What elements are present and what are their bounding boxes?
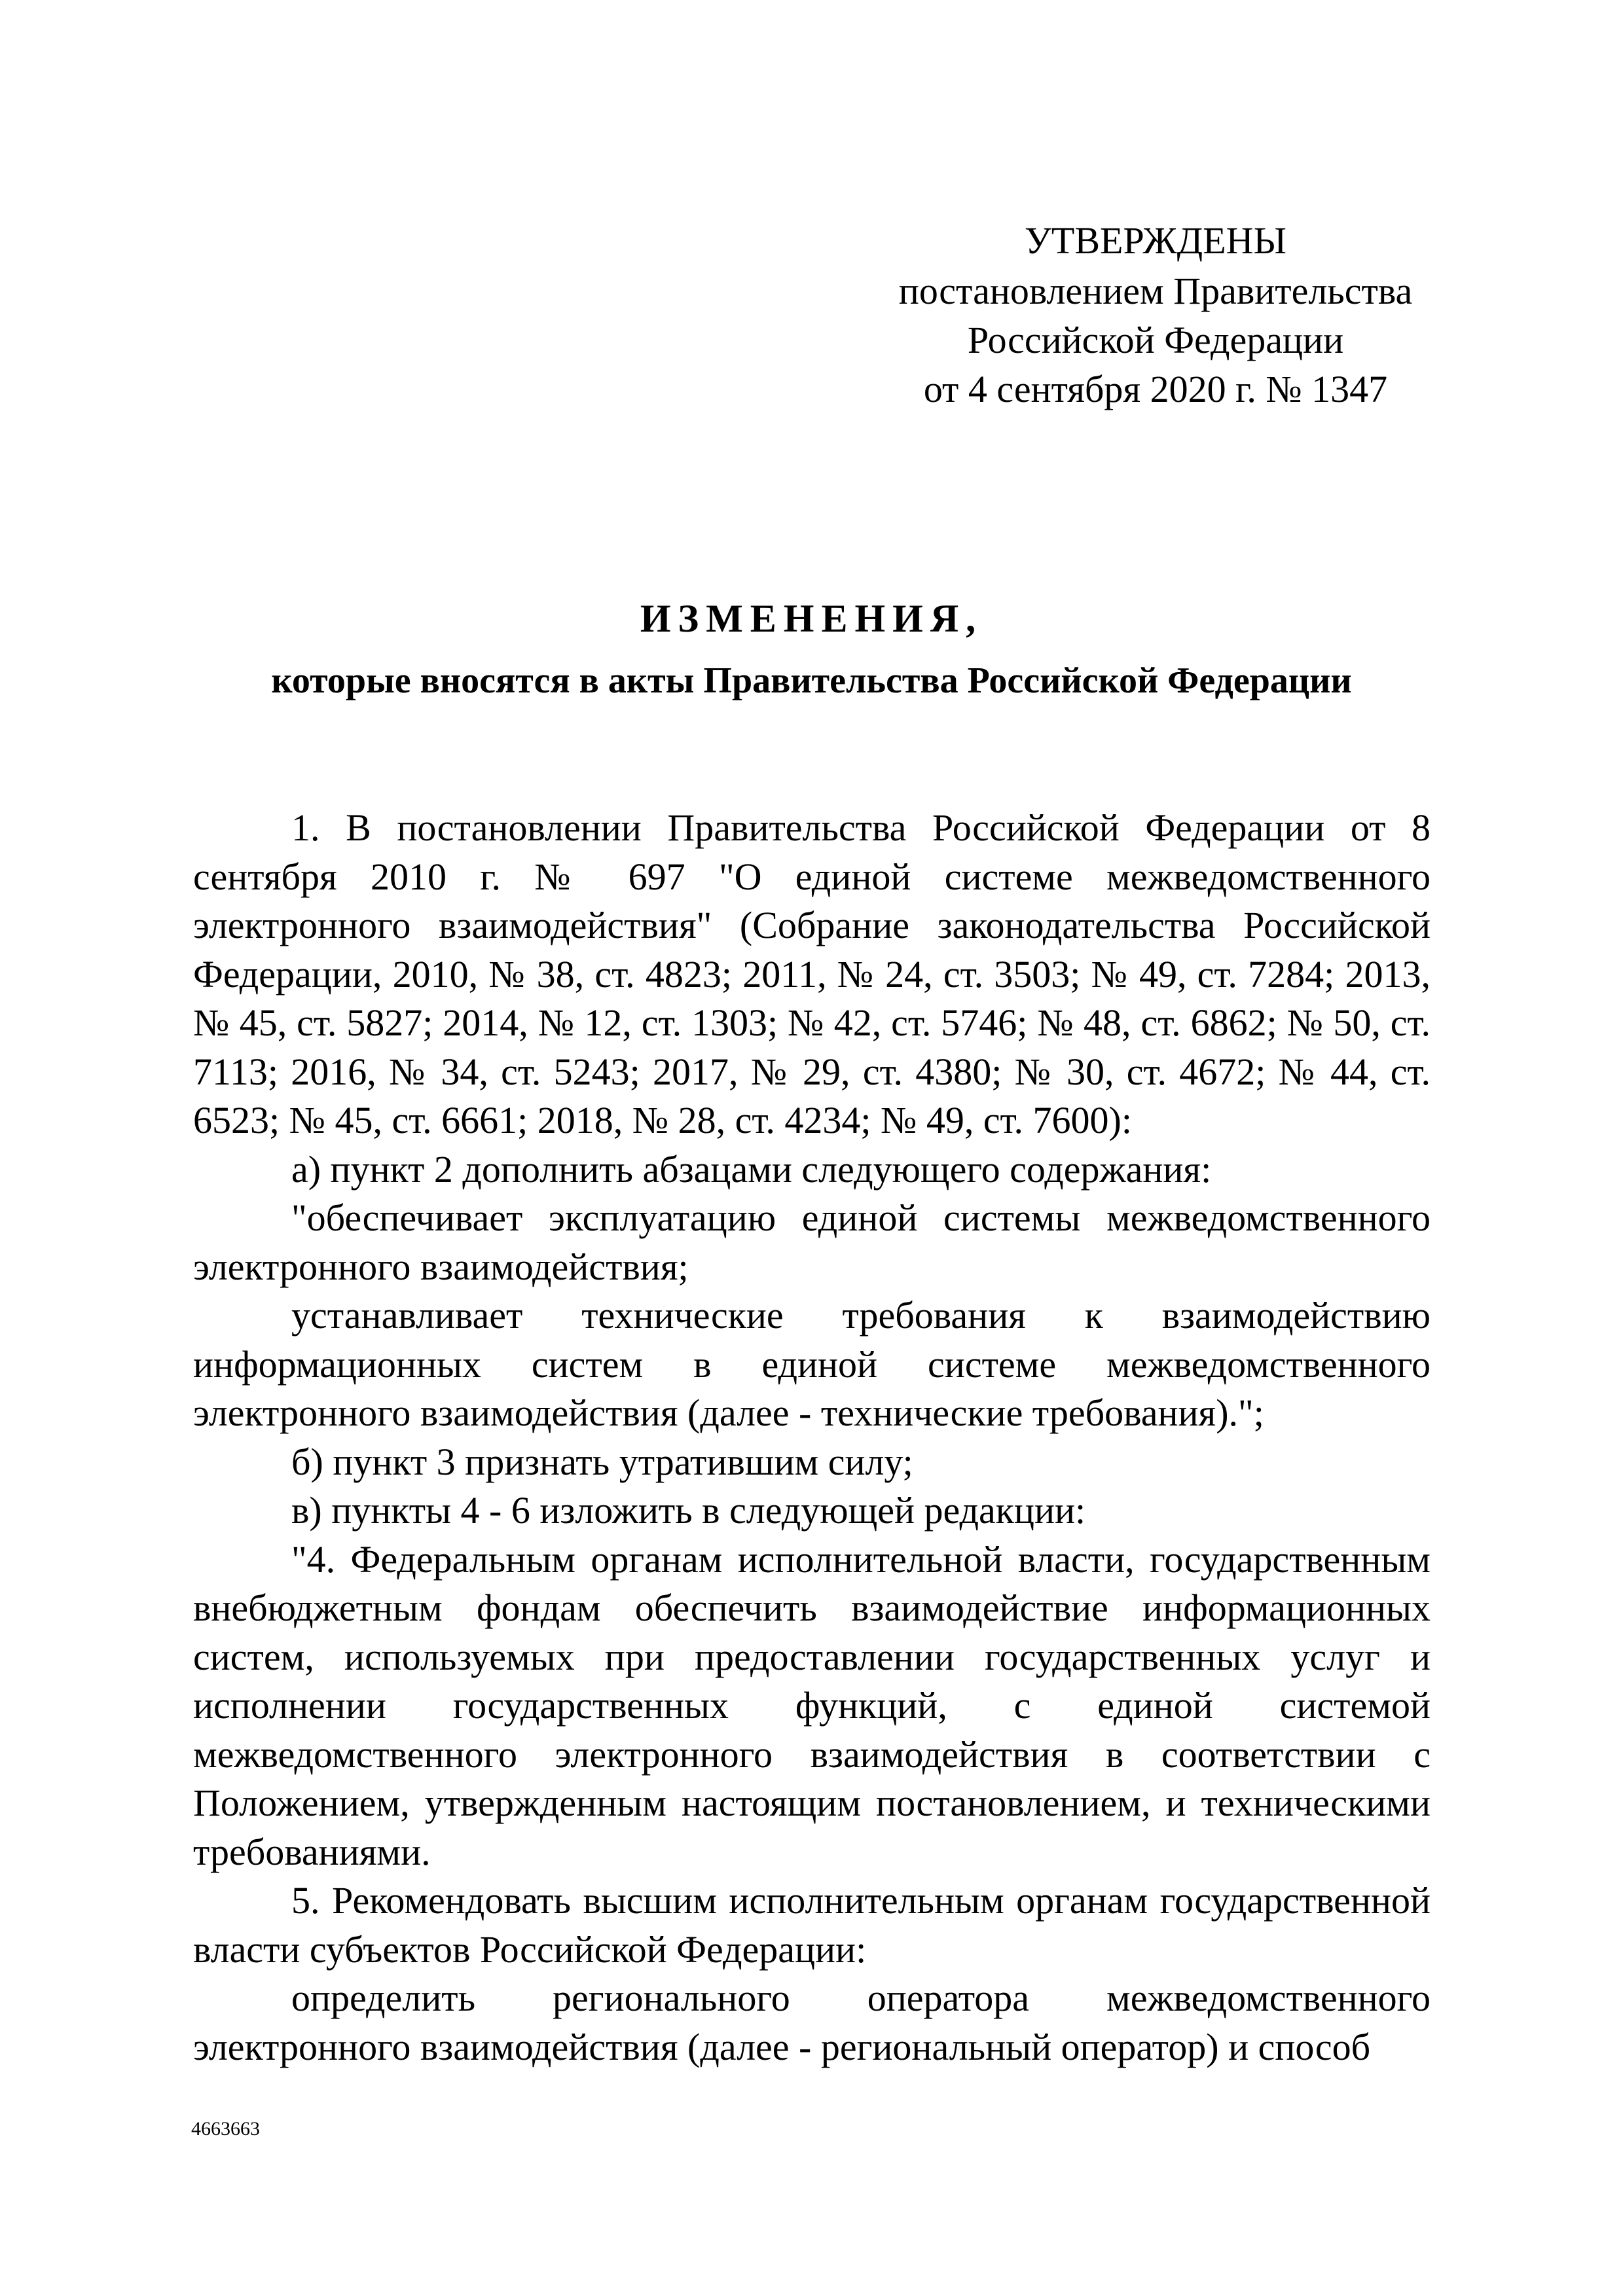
paragraph: в) пункты 4 - 6 изложить в следующей редакции: [291, 1489, 1086, 1532]
approval-line: постановлением Правительства [898, 270, 1413, 312]
approval-line: Российской Федерации [967, 319, 1344, 361]
paragraph: определить регионального оператора межведомственного электронного взаимодействия (далее - региональный оператор) и способ [193, 1977, 1431, 2068]
paragraph: 5. Рекомендовать высшим исполнительным органам государственной власти субъектов Российской Федерации: [193, 1879, 1431, 1971]
document-code: 4663663 [191, 2118, 260, 2140]
document-title: ИЗМЕНЕНИЯ, [640, 597, 983, 640]
approval-date-number: от 4 сентября 2020 г. № 1347 [923, 368, 1388, 410]
approval-block [871, 216, 1440, 414]
document-subtitle: которые вносятся в акты Правительства Российской Федерации [271, 660, 1352, 701]
paragraph: "4. Федеральным органам исполнительной власти, государственным внебюджетным фондам обеспечить взаимодействие информационных систем, используемых при предоставлении государственных услуг и исполнении государственных функций, с единой системой межведомственного электронного взаимодействия в соответствии с Положением, утвержденным настоящим постановлением, и техническими требованиями. [193, 1537, 1431, 1873]
paragraph: а) пункт 2 дополнить абзацами следующего содержания: [291, 1147, 1212, 1191]
paragraph: устанавливает технические требования к взаимодействию информационных систем в единой системе межведомственного электронного взаимодействия (далее - технические требования)."; [193, 1294, 1431, 1434]
document-body [193, 804, 1431, 2072]
paragraph: "обеспечивает эксплуатацию единой системы межведомственного электронного взаимодействия; [193, 1196, 1431, 1288]
paragraph: 1. В постановлении Правительства Российской Федерации от 8 сентября 2010 г. № 697 "О единой системе межведомственного электронного взаимодействия" (Собрание законодательства Российской Федерации, 2010, № 38, ст. 4823; 2011, № 24, ст. 3503; № 49, ст. 7284; 2013, № 45, ст. 5827; 2014, № 12, ст. 1303; № 42, ст. 5746; № 48, ст. 6862; № 50, ст. 7113; 2016, № 34, ст. 5243; 2017, № 29, ст. 4380; № 30, ст. 4672; № 44, ст. 6523; № 45, ст. 6661; 2018, № 28, ст. 4234; № 49, ст. 7600): [193, 806, 1431, 1141]
paragraph: б) пункт 3 признать утратившим силу; [291, 1440, 913, 1483]
approval-stamp-title: УТВЕРЖДЕНЫ [1024, 219, 1287, 262]
